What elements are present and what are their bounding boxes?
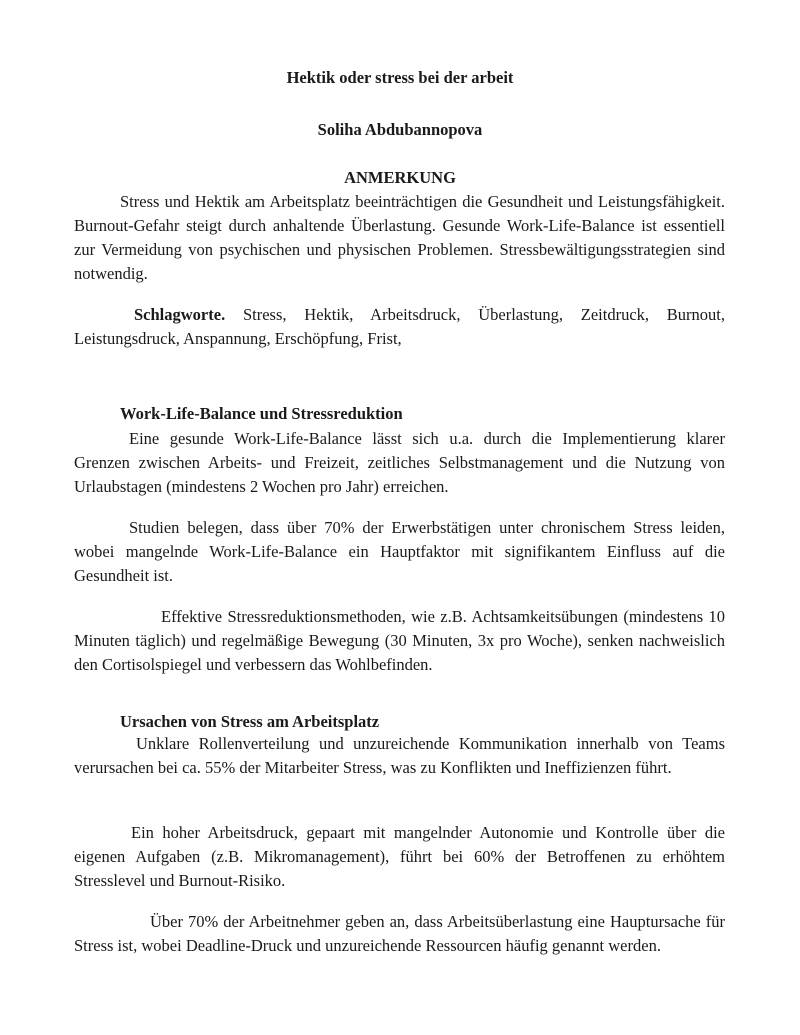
document-title: Hektik oder stress bei der arbeit bbox=[286, 68, 514, 87]
abstract-heading: ANMERKUNG bbox=[344, 168, 456, 187]
section-heading-work-life-balance: Work-Life-Balance und Stressreduktion bbox=[120, 404, 403, 423]
author-name: Soliha Abdubannopova bbox=[317, 120, 483, 139]
keywords-paragraph bbox=[74, 303, 725, 351]
section1-paragraph-3: Effektive Stressreduktionsmethoden, wie z.B. Achtsamkeitsübungen (mindestens 10 Minuten täglich) und regelmäßige Bewegung (30 Minuten, 3x pro Woche), senken nachweislich den Cortisolspiegel und verbessern das Wohlbefinden. bbox=[74, 607, 725, 674]
section2-paragraph-3: Über 70% der Arbeitnehmer geben an, dass Arbeitsüberlastung eine Hauptursache für Stress ist, wobei Deadline-Druck und unzureichende Ressourcen häufig genannt werden. bbox=[74, 912, 725, 955]
section-heading-stress-causes: Ursachen von Stress am Arbeitsplatz bbox=[120, 712, 380, 731]
keywords-label: Schlagworte. bbox=[134, 305, 226, 324]
abstract-paragraph: Stress und Hektik am Arbeitsplatz beeinträchtigen die Gesundheit und Leistungsfähigkeit. Burnout-Gefahr steigt durch anhaltende Überlastung. Gesunde Work-Life-Balance ist essentiell zur Vermeidung von psychischen und physischen Problemen. Stressbewältigungsstrategien sind notwendig. bbox=[74, 192, 725, 283]
section1-paragraph-1: Eine gesunde Work-Life-Balance lässt sich u.a. durch die Implementierung klarer Grenzen zwischen Arbeits- und Freizeit, zeitliches Selbstmanagement und die Nutzung von Urlaubstagen (mindestens 2 Wochen pro Jahr) erreichen. bbox=[74, 429, 725, 496]
section2-paragraph-2: Ein hoher Arbeitsdruck, gepaart mit mangelnder Autonomie und Kontrolle über die eigenen Aufgaben (z.B. Mikromanagement), führt bei 60% der Betroffenen zu erhöhtem Stresslevel und Burnout-Risiko. bbox=[74, 823, 725, 890]
section1-paragraph-2: Studien belegen, dass über 70% der Erwerbstätigen unter chronischem Stress leiden, wobei mangelnde Work-Life-Balance ein Hauptfaktor mit signifikantem Einfluss auf die Gesundheit ist. bbox=[74, 518, 725, 585]
section2-paragraph-1: Unklare Rollenverteilung und unzureichende Kommunikation innerhalb von Teams verursachen bei ca. 55% der Mitarbeiter Stress, was zu Konflikten und Ineffizienzen führt. bbox=[74, 734, 725, 777]
keywords-list: Stress, Hektik, Arbeitsdruck, Überlastung, Zeitdruck, Burnout, Leistungsdruck, Anspannung, Erschöpfung, Frist, bbox=[74, 305, 725, 348]
